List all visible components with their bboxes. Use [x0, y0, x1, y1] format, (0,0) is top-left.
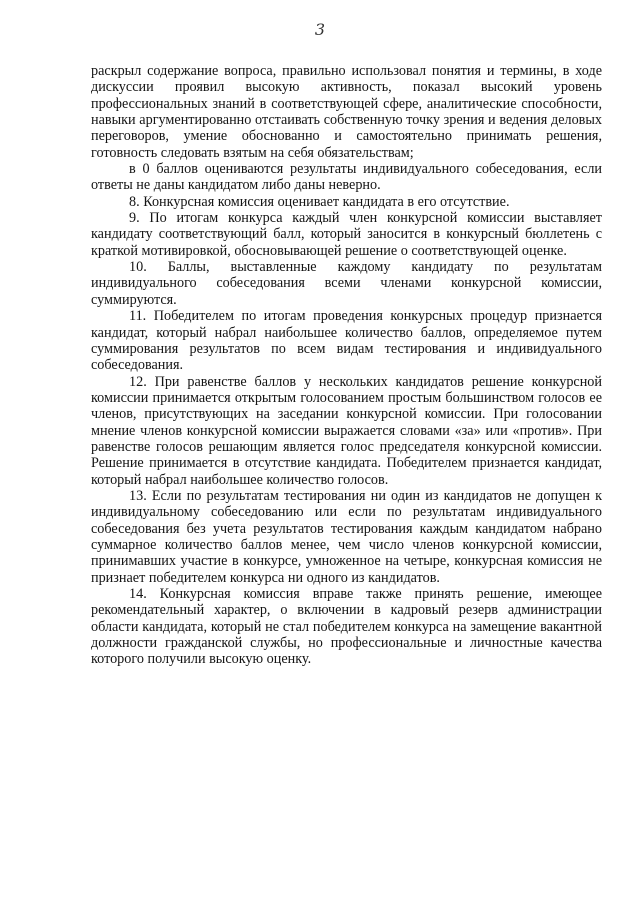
paragraph-zero-points: в 0 баллов оцениваются результаты индивидуального собеседования, если ответы не даны кандидатом либо даны неверно.: [91, 161, 602, 194]
paragraph-item-10: 10. Баллы, выставленные каждому кандидату по результатам индивидуального собеседования всеми членами конкурсной комиссии, суммируются.: [91, 259, 602, 308]
paragraph-continuation: раскрыл содержание вопроса, правильно использовал понятия и термины, в ходе дискуссии проявил высокую активность, показал высокий уровень профессиональных знаний в соответствующей сфере, аналитические способности, навыки аргументированно отстаивать собственную точку зрения и ведения деловых переговоров, умение обоснованно и самостоятельно принимать решения, готовность следовать взятым на себя обязательствам;: [91, 63, 602, 161]
paragraph-item-12: 12. При равенстве баллов у нескольких кандидатов решение конкурсной комиссии принимается открытым голосованием простым большинством голосов ее членов, присутствующих на заседании конкурсной комиссии. При голосовании мнение членов конкурсной комиссии выражается словами «за» или «против». При равенстве голосов решающим является голос председателя конкурсной комиссии. Решение принимается в отсутствие кандидата. Победителем признается кандидат, который набрал наибольшее количество голосов.: [91, 373, 602, 488]
paragraph-item-8: 8. Конкурсная комиссия оценивает кандидата в его отсутствие.: [129, 193, 510, 210]
paragraph-item-13: 13. Если по результатам тестирования ни один из кандидатов не допущен к индивидуальному собеседованию или если по результатам индивидуального собеседования без учета результатов тестирования каждым кандидатом набрано суммарное количество баллов менее, чем число членов конкурсной комиссии, принимавших участие в конкурсе, умноженное на четыре, конкурсная комиссия не признает победителем конкурса ни одного из кандидатов.: [91, 487, 602, 586]
paragraph-item-9: 9. По итогам конкурса каждый член конкурсной комиссии выставляет кандидату соответствующий балл, который заносится в конкурсный бюллетень с краткой мотивировкой, обосновывающей решение о соответствующей оценке.: [91, 210, 602, 259]
page-number: 3: [314, 20, 326, 39]
document-body: [91, 63, 602, 668]
paragraph-item-11: 11. Победителем по итогам проведения конкурсных процедур признается кандидат, который набрал наибольшее количество баллов, определяемое путем суммирования результатов по всем видам тестирования и индивидуального собеседования.: [91, 308, 602, 374]
paragraph-item-14: 14. Конкурсная комиссия вправе также принять решение, имеющее рекомендательный характер, о включении в кадровый резерв администрации области кандидата, который не стал победителем конкурса на замещение вакантной должности гражданской службы, но профессиональные и личностные качества которого получили высокую оценку.: [91, 586, 602, 668]
